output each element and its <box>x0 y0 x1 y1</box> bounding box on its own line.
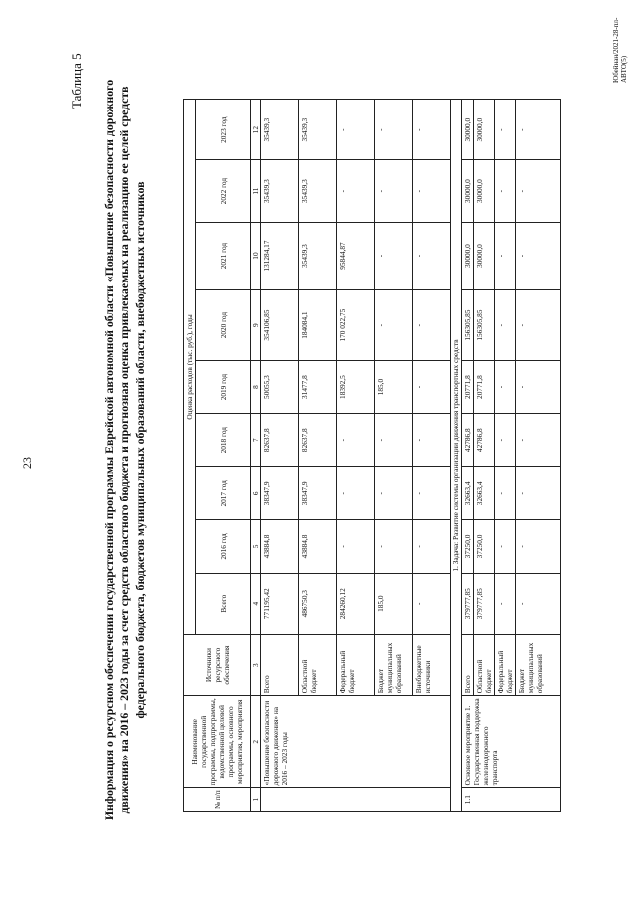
value-cell: - <box>516 160 561 223</box>
value-cell: - <box>516 100 561 160</box>
document-title: Информация о ресурсном обеспечении государственной программы Еврейской автономной области «Повышение безопасности дорожного движения» на 2016 – 2023 годы за счет средств областного бюджета и прогнозная оценка привлекаемых на реализацию ее целей средств федерального бюджета, бюджетов муниципальных образований области, внебюджетных источников <box>102 79 147 821</box>
header-num: № п/п <box>184 788 251 812</box>
value-cell: 37250,0 <box>462 520 474 573</box>
table-row <box>261 100 299 812</box>
value-cell: 20771,8 <box>474 361 495 414</box>
value-cell: - <box>337 100 375 160</box>
value-cell: 30000,0 <box>474 160 495 223</box>
funding-source: Бюджет муниципальных образований <box>516 634 561 695</box>
value-cell: - <box>375 160 413 223</box>
funding-source: Федеральный бюджет <box>495 634 516 695</box>
value-cell: 184084,1 <box>299 290 337 361</box>
value-cell: 30000,0 <box>462 222 474 289</box>
value-cell: 35439,3 <box>299 222 337 289</box>
value-cell: 30000,0 <box>474 222 495 289</box>
value-cell: 185,0 <box>375 361 413 414</box>
value-cell: - <box>375 100 413 160</box>
header-year: 2022 год <box>196 160 251 223</box>
value-cell: 30000,0 <box>474 100 495 160</box>
column-number: 2 <box>251 696 261 788</box>
value-cell: - <box>413 520 451 573</box>
value-cell: 18392,5 <box>337 361 375 414</box>
value-cell: 379777,85 <box>462 573 474 634</box>
value-cell: 771195,42 <box>261 573 299 634</box>
column-number: 3 <box>251 634 261 695</box>
value-cell: 32663,4 <box>462 467 474 520</box>
funding-source: Всего <box>261 634 299 695</box>
value-cell: - <box>375 520 413 573</box>
value-cell: 82637,8 <box>261 414 299 467</box>
header-estimate: Оценка расходов (тыс. руб.), годы <box>184 100 196 635</box>
value-cell: 170 022,75 <box>337 290 375 361</box>
header-year: 2016 год <box>196 520 251 573</box>
value-cell: 30000,0 <box>462 100 474 160</box>
value-cell: 42786,8 <box>474 414 495 467</box>
value-cell: 35439,3 <box>299 100 337 160</box>
value-cell: 42786,8 <box>462 414 474 467</box>
value-cell: 20771,8 <box>462 361 474 414</box>
item-name: Основное мероприятие 1. Государственная поддержка железнодорожного транспорта <box>462 696 561 788</box>
value-cell: 38347,9 <box>299 467 337 520</box>
value-cell: - <box>516 520 561 573</box>
column-number: 6 <box>251 467 261 520</box>
value-cell: - <box>516 290 561 361</box>
value-cell: - <box>413 414 451 467</box>
value-cell: 95844,87 <box>337 222 375 289</box>
task-section <box>451 100 462 812</box>
value-cell: - <box>413 290 451 361</box>
funding-source: Внебюджетные источники <box>413 634 451 695</box>
header-year: 2019 год <box>196 361 251 414</box>
value-cell: - <box>495 467 516 520</box>
column-number: 4 <box>251 573 261 634</box>
value-cell: 43884,8 <box>299 520 337 573</box>
value-cell: 37250,0 <box>474 520 495 573</box>
value-cell: - <box>495 290 516 361</box>
measure-section <box>462 100 561 812</box>
value-cell: 486750,3 <box>299 573 337 634</box>
item-name: «Повышение безопасности дорожного движения» на 2016 – 2023 годы <box>261 696 451 788</box>
value-cell: - <box>413 100 451 160</box>
value-cell: 82637,8 <box>299 414 337 467</box>
value-cell: - <box>516 361 561 414</box>
value-cell: 38347,9 <box>261 467 299 520</box>
value-cell: - <box>413 573 451 634</box>
value-cell: - <box>337 414 375 467</box>
value-cell: 131284,17 <box>261 222 299 289</box>
column-number: 9 <box>251 290 261 361</box>
program-section <box>261 100 451 812</box>
row-number: 1.1 <box>462 788 561 812</box>
funding-source: Областной бюджет <box>474 634 495 695</box>
row-number <box>261 788 451 812</box>
value-cell: - <box>413 222 451 289</box>
value-cell: - <box>495 160 516 223</box>
value-cell: 156305,85 <box>462 290 474 361</box>
header-total: Всего <box>196 573 251 634</box>
task-row <box>451 100 462 812</box>
value-cell: 35439,3 <box>261 160 299 223</box>
value-cell: - <box>337 160 375 223</box>
value-cell: - <box>495 414 516 467</box>
value-cell: - <box>516 414 561 467</box>
funding-source: Областной бюджет <box>299 634 337 695</box>
value-cell: - <box>413 361 451 414</box>
value-cell: - <box>516 222 561 289</box>
value-cell: - <box>375 222 413 289</box>
value-cell: - <box>375 467 413 520</box>
value-cell: 50055,3 <box>261 361 299 414</box>
column-number: 10 <box>251 222 261 289</box>
value-cell: - <box>413 160 451 223</box>
header-source: Источники ресурсного обеспечения <box>184 634 251 695</box>
table-row <box>462 100 474 812</box>
resource-table <box>183 99 561 812</box>
column-number: 7 <box>251 414 261 467</box>
task-title: 1. Задача: Развитие системы организации движения транспортных средств <box>451 100 462 812</box>
header-row-1 <box>184 100 196 812</box>
value-cell: 35439,3 <box>261 100 299 160</box>
value-cell: - <box>516 467 561 520</box>
column-number: 8 <box>251 361 261 414</box>
header-year: 2018 год <box>196 414 251 467</box>
column-number: 11 <box>251 160 261 223</box>
page-number: 23 <box>20 457 34 469</box>
value-cell: 354106,85 <box>261 290 299 361</box>
value-cell: 35439,3 <box>299 160 337 223</box>
value-cell: 185,0 <box>375 573 413 634</box>
value-cell: 379777,85 <box>474 573 495 634</box>
value-cell: - <box>495 520 516 573</box>
value-cell: 156305,85 <box>474 290 495 361</box>
value-cell: 43884,8 <box>261 520 299 573</box>
value-cell: - <box>495 361 516 414</box>
value-cell: - <box>337 467 375 520</box>
value-cell: - <box>337 520 375 573</box>
footer-code: Юбейнан/2021-28-пл-АВТО(5) <box>612 17 628 83</box>
column-number: 1 <box>251 788 261 812</box>
value-cell: 30000,0 <box>462 160 474 223</box>
column-number: 12 <box>251 100 261 160</box>
column-number-row <box>251 100 261 812</box>
funding-source: Всего <box>462 634 474 695</box>
value-cell: - <box>516 573 561 634</box>
funding-source: Бюджет муниципальных образований <box>375 634 413 695</box>
header-year: 2023 год <box>196 100 251 160</box>
column-number: 5 <box>251 520 261 573</box>
funding-source: Федеральный бюджет <box>337 634 375 695</box>
value-cell: 31477,8 <box>299 361 337 414</box>
table-caption: Таблица 5 <box>69 53 84 109</box>
header-year: 2017 год <box>196 467 251 520</box>
header-name: Наименование государственной программы, подпрограммы, ведомственной целевой программы, основного мероприятия, мероприятия <box>184 696 251 788</box>
value-cell: - <box>375 290 413 361</box>
header-year: 2021 год <box>196 222 251 289</box>
value-cell: 32663,4 <box>474 467 495 520</box>
value-cell: - <box>375 414 413 467</box>
header-year: 2020 год <box>196 290 251 361</box>
value-cell: - <box>495 222 516 289</box>
value-cell: - <box>495 573 516 634</box>
value-cell: - <box>495 100 516 160</box>
value-cell: 284260,12 <box>337 573 375 634</box>
value-cell: - <box>413 467 451 520</box>
